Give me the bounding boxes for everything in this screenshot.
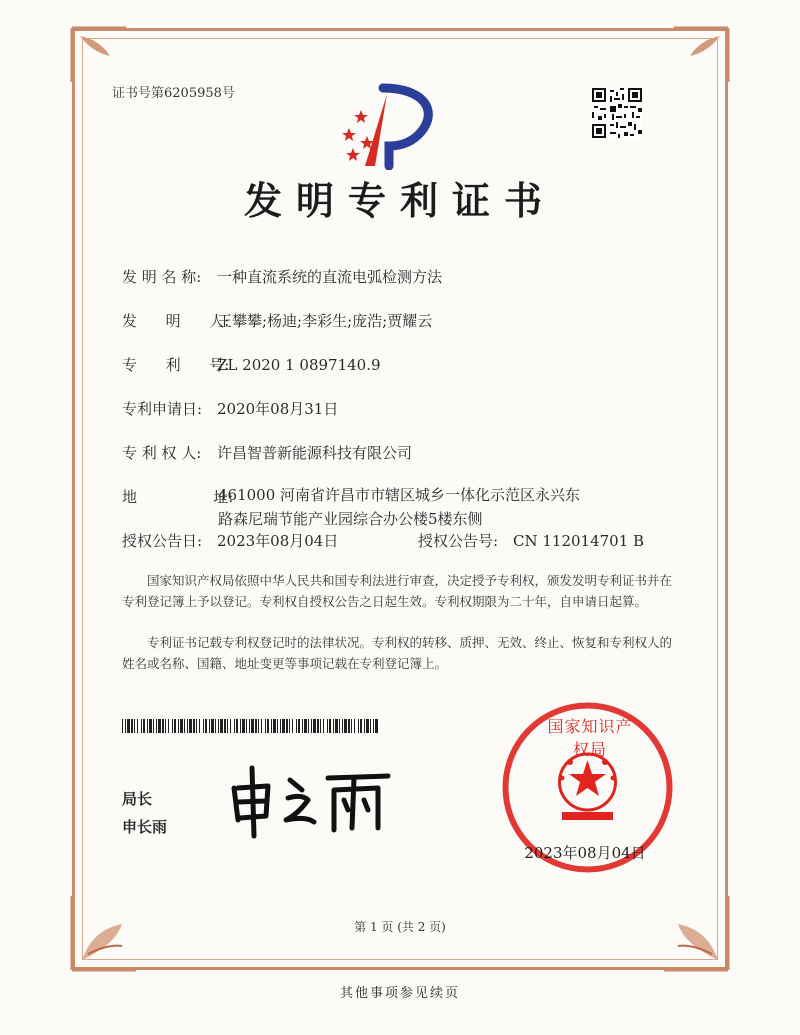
certificate-number: 证书号第6205958号 — [112, 86, 235, 101]
patent-number-label: 专 利 号: — [122, 356, 230, 374]
field-inventors — [122, 310, 432, 331]
footer-note: 其他事项参见续页 — [339, 986, 460, 1001]
field-patent-number — [122, 354, 381, 375]
address-label: 地 址: — [122, 488, 234, 506]
page-number: 第 1 页 (共 2 页) — [354, 920, 446, 934]
patent-number-value: ZL 2020 1 0897140.9 — [217, 356, 381, 374]
application-date-value: 2020年08月31日 — [217, 400, 339, 418]
corner-ornament-bottom-left — [66, 856, 186, 976]
signatory-name: 申长雨 — [122, 818, 168, 836]
patentee-value: 许昌智普新能源科技有限公司 — [217, 444, 413, 462]
cnipa-emblem-icon — [335, 80, 445, 170]
application-date-label: 专利申请日: — [122, 400, 203, 418]
field-grant-date — [122, 530, 338, 551]
signatory-title: 局长 — [122, 790, 153, 808]
inventors-label: 发 明 人: — [122, 312, 230, 330]
barcode — [122, 719, 378, 733]
field-grant-number — [418, 530, 644, 551]
field-invention-name — [122, 266, 442, 287]
grant-date-value: 2023年08月04日 — [217, 532, 339, 550]
grant-number-value: CN 112014701 B — [513, 532, 645, 550]
field-application-date — [122, 398, 338, 419]
address-value — [218, 483, 618, 531]
legal-paragraph-1: 国家知识产权局依照中华人民共和国专利法进行审查，决定授予专利权，颁发发明专利证书并在专利登记簿上予以登记。专利权自授权公告之日起生效。专利权期限为二十年，自申请日起算。 — [122, 573, 673, 609]
invention-name-value: 一种直流系统的直流电弧检测方法 — [217, 268, 443, 286]
address-line-1: 461000 河南省许昌市市辖区城乡一体化示范区永兴东 — [218, 486, 581, 504]
certificate-title: 发明专利证书 — [243, 179, 556, 223]
invention-name-label: 发 明 名 称: — [122, 268, 202, 286]
handwritten-signature — [228, 758, 398, 840]
field-address-label — [122, 486, 234, 507]
qr-code — [592, 88, 642, 138]
grant-number-label: 授权公告号: — [418, 532, 499, 550]
grant-date-label: 授权公告日: — [122, 532, 203, 550]
inventors-value: 王攀攀;杨迪;李彩生;庞浩;贾耀云 — [217, 312, 433, 330]
legal-paragraph-2: 专利证书记载专利权登记时的法律状况。专利权的转移、质押、无效、终止、恢复和专利权人的姓名或名称、国籍、地址变更等事项记载在专利登记簿上。 — [122, 635, 673, 671]
seal-text: 国家知识产权局 — [547, 717, 633, 759]
seal-date: 2023年08月04日 — [524, 844, 646, 862]
field-patentee — [122, 442, 412, 463]
address-line-2: 路森尼瑞节能产业园综合办公楼5楼东侧 — [218, 510, 483, 528]
patentee-label: 专 利 权 人: — [122, 444, 202, 462]
